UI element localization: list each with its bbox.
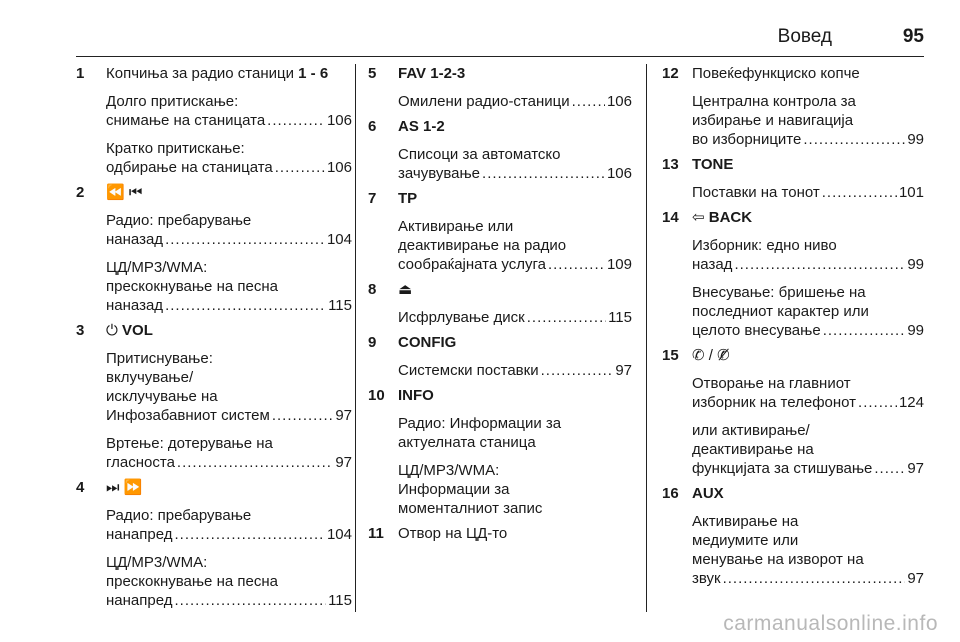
index-text: одбирање на станицата xyxy=(106,159,273,176)
control-entry xyxy=(76,64,352,177)
page-number: 95 xyxy=(902,26,924,47)
entry-description xyxy=(692,374,924,412)
entry-heading xyxy=(398,333,632,352)
control-entry xyxy=(368,524,632,543)
leader-dots xyxy=(858,393,897,412)
page-ref: 115 xyxy=(328,592,352,609)
description-line: Списоци за автоматско xyxy=(398,146,561,163)
description-line: Радио: Информации за xyxy=(398,415,562,432)
column-divider xyxy=(646,64,647,612)
heading-label: CONFIG xyxy=(398,334,457,351)
page-ref: 99 xyxy=(907,256,924,273)
entry-description xyxy=(106,139,352,177)
page-ref: 115 xyxy=(608,309,632,326)
entry-body xyxy=(398,189,632,274)
leader-dots xyxy=(267,111,325,130)
description-line: Централна контрола за xyxy=(692,93,856,110)
control-symbol-icon: ⏏ xyxy=(398,281,413,298)
index-line xyxy=(692,393,924,412)
entry-number: 2 xyxy=(76,184,85,201)
index-text: снимање на станицата xyxy=(106,112,266,129)
control-entry xyxy=(662,346,924,478)
entry-description xyxy=(692,92,924,149)
entry-description xyxy=(692,283,924,340)
heading-label: INFO xyxy=(398,387,434,404)
entry-number: 16 xyxy=(662,485,679,502)
entry-number: 12 xyxy=(662,65,679,82)
leader-dots xyxy=(548,255,605,274)
leader-dots xyxy=(723,569,906,588)
index-text: функцијата за стишување xyxy=(692,460,873,477)
entry-number: 10 xyxy=(368,387,385,404)
index-line xyxy=(692,459,924,478)
entry-description xyxy=(398,217,632,274)
entry-number: 15 xyxy=(662,347,679,364)
control-entry xyxy=(368,189,632,274)
index-line xyxy=(106,230,352,249)
leader-dots xyxy=(823,321,906,340)
entry-heading xyxy=(106,478,352,497)
control-entry xyxy=(662,64,924,149)
leader-dots xyxy=(572,92,605,111)
leader-dots xyxy=(165,296,326,315)
column-divider xyxy=(355,64,356,612)
index-line xyxy=(692,183,924,202)
leader-dots xyxy=(541,361,614,380)
index-line xyxy=(106,406,352,425)
entry-body xyxy=(398,280,632,327)
description-line: избирање и навигација xyxy=(692,112,854,129)
description-line: менување на извoрот на xyxy=(692,551,864,568)
entry-description xyxy=(106,434,352,472)
leader-dots xyxy=(527,308,606,327)
index-text: сообраќајната услуга xyxy=(398,256,546,273)
entry-description xyxy=(398,145,632,183)
page-header xyxy=(76,26,924,57)
description-line: вклучување/ xyxy=(106,369,194,386)
description-line: исклучување на xyxy=(106,388,218,405)
leader-dots xyxy=(822,183,897,202)
description-line: Долго притискање: xyxy=(106,93,239,110)
entry-body xyxy=(692,155,924,202)
index-line xyxy=(106,158,352,177)
entry-description xyxy=(398,92,632,111)
description-line: Изборник: едно ниво xyxy=(692,237,837,254)
entry-heading xyxy=(692,208,924,227)
entry-body xyxy=(398,386,632,518)
entry-description xyxy=(398,308,632,327)
entry-number: 9 xyxy=(368,334,377,351)
entry-description xyxy=(106,92,352,130)
index-line xyxy=(106,296,352,315)
heading-text: Повеќефункциско копче xyxy=(692,65,860,82)
entry-heading xyxy=(692,64,924,83)
index-line xyxy=(398,361,632,380)
index-line xyxy=(692,569,924,588)
index-line xyxy=(692,255,924,274)
index-line xyxy=(692,130,924,149)
control-entry xyxy=(368,386,632,518)
description-line: деактивирање на xyxy=(692,441,814,458)
index-text: нанапред xyxy=(106,526,173,543)
leader-dots xyxy=(482,164,605,183)
index-line xyxy=(398,255,632,274)
entry-heading xyxy=(106,183,352,202)
entry-description xyxy=(692,421,924,478)
page-ref: 99 xyxy=(907,131,924,148)
column-1 xyxy=(76,64,352,612)
entry-body xyxy=(398,524,632,543)
index-text: звук xyxy=(692,570,721,587)
entry-number: 5 xyxy=(368,65,377,82)
index-line xyxy=(398,164,632,183)
index-line xyxy=(398,92,632,111)
heading-text: Отвор на ЦД-то xyxy=(398,525,508,542)
entry-heading xyxy=(398,64,632,83)
index-text: Инфозабавниот систем xyxy=(106,407,270,424)
index-text: целото внесување xyxy=(692,322,821,339)
description-line: прескокнување на песна xyxy=(106,573,278,590)
page-ref: 115 xyxy=(328,297,352,314)
entry-number: 13 xyxy=(662,156,679,173)
entry-description xyxy=(692,236,924,274)
leader-dots xyxy=(174,591,326,610)
description-line: последниот карактер или xyxy=(692,303,869,320)
index-text: Исфрлување диск xyxy=(398,309,525,326)
heading-text: Копчиња за радио станици xyxy=(106,65,299,82)
control-entry xyxy=(76,321,352,472)
entry-number: 14 xyxy=(662,209,679,226)
leader-dots xyxy=(272,406,334,425)
index-text: нанапред xyxy=(106,592,173,609)
description-line: Вртење: дотерување на xyxy=(106,435,273,452)
entry-heading xyxy=(398,280,632,299)
entry-number: 1 xyxy=(76,65,85,82)
control-entry xyxy=(662,208,924,340)
entry-description xyxy=(398,461,632,518)
watermark: carmanualsonline.info xyxy=(723,612,938,635)
page-ref: 106 xyxy=(326,112,352,129)
description-line: Притиснување: xyxy=(106,350,213,367)
entry-number: 8 xyxy=(368,281,377,298)
entry-heading xyxy=(692,346,924,365)
page-title: Вовед xyxy=(777,26,832,47)
control-entry xyxy=(368,64,632,111)
entry-number: 7 xyxy=(368,190,377,207)
entry-body xyxy=(692,346,924,478)
control-entry xyxy=(368,117,632,183)
entry-heading xyxy=(398,189,632,208)
entry-description xyxy=(692,512,924,588)
control-symbol-icon: ⏻ xyxy=(106,322,118,339)
index-text: во изборниците xyxy=(692,131,802,148)
index-line xyxy=(398,308,632,327)
page-ref: 106 xyxy=(606,93,632,110)
leader-dots xyxy=(874,459,905,478)
index-text: наназад xyxy=(106,231,164,248)
entry-body xyxy=(106,321,352,472)
heading-label: TONE xyxy=(692,156,734,173)
description-line: Информации за xyxy=(398,481,510,498)
entry-heading xyxy=(398,117,632,136)
description-line: ЦД/MP3/WMA: xyxy=(398,462,500,479)
entry-body xyxy=(692,64,924,149)
entry-heading xyxy=(692,155,924,174)
description-line: ЦД/MP3/WMA: xyxy=(106,259,208,276)
index-text: гласноста xyxy=(106,454,175,471)
entry-description xyxy=(106,258,352,315)
control-entry xyxy=(662,484,924,588)
entry-body xyxy=(106,478,352,610)
leader-dots xyxy=(165,230,325,249)
index-text: наназад xyxy=(106,297,164,314)
page-ref: 104 xyxy=(326,526,352,543)
entry-number: 11 xyxy=(368,525,384,542)
index-line xyxy=(106,525,352,544)
description-line: Радио: пребарување xyxy=(106,212,252,229)
control-entry xyxy=(368,333,632,380)
entry-number: 6 xyxy=(368,118,377,135)
page-ref: 97 xyxy=(907,460,924,477)
entry-description xyxy=(106,506,352,544)
description-line: Активирање или xyxy=(398,218,514,235)
page-ref: 104 xyxy=(326,231,352,248)
control-symbol-icon: ⇦ xyxy=(692,209,705,226)
description-line: Активирање на xyxy=(692,513,799,530)
entry-heading xyxy=(106,321,352,340)
control-entry xyxy=(662,155,924,202)
leader-dots xyxy=(174,525,324,544)
heading-label: 1 - 6 xyxy=(298,65,329,82)
entry-body xyxy=(692,208,924,340)
heading-label: FAV 1-2-3 xyxy=(398,65,466,82)
index-line xyxy=(106,111,352,130)
entry-heading xyxy=(106,64,352,83)
description-line: Отворање на главниот xyxy=(692,375,851,392)
entry-description xyxy=(398,361,632,380)
entry-body xyxy=(398,117,632,183)
description-line: Радио: пребарување xyxy=(106,507,252,524)
page-ref: 101 xyxy=(898,184,924,201)
index-line xyxy=(106,453,352,472)
control-symbol-icon: ✆ / ✆̸ xyxy=(692,347,730,364)
page-ref: 99 xyxy=(907,322,924,339)
leader-dots xyxy=(734,255,905,274)
index-text: Поставки на тонот xyxy=(692,184,820,201)
index-text: Омилени радио-станици xyxy=(398,93,570,110)
entry-body xyxy=(398,64,632,111)
description-line: Кратко притискање: xyxy=(106,140,245,157)
entry-body xyxy=(692,484,924,588)
heading-label: AUX xyxy=(692,485,724,502)
entry-heading xyxy=(692,484,924,503)
column-3 xyxy=(662,64,924,612)
index-line xyxy=(106,591,352,610)
entry-description xyxy=(106,553,352,610)
leader-dots xyxy=(803,130,905,149)
heading-label: VOL xyxy=(122,322,153,339)
entry-description xyxy=(692,183,924,202)
description-line: ЦД/MP3/WMA: xyxy=(106,554,208,571)
description-line: или активирање/ xyxy=(692,422,810,439)
control-entry xyxy=(76,183,352,315)
index-text: Системски поставки xyxy=(398,362,539,379)
description-line: прескокнување на песна xyxy=(106,278,278,295)
page-ref: 109 xyxy=(606,256,632,273)
column-2 xyxy=(368,64,632,612)
entry-body xyxy=(106,183,352,315)
page-ref: 97 xyxy=(907,570,924,587)
entry-number: 4 xyxy=(76,479,85,496)
index-text: изборник на телефонот xyxy=(692,394,857,411)
control-entry xyxy=(368,280,632,327)
page-ref: 97 xyxy=(615,362,632,379)
description-line: деактивирање на радио xyxy=(398,237,567,254)
heading-label: BACK xyxy=(708,209,753,226)
heading-label: TP xyxy=(398,190,418,207)
index-text: зачувување xyxy=(398,165,481,182)
page-ref: 97 xyxy=(335,407,352,424)
page-ref: 124 xyxy=(898,394,924,411)
control-entry xyxy=(76,478,352,610)
leader-dots xyxy=(177,453,333,472)
page-ref: 106 xyxy=(606,165,632,182)
leader-dots xyxy=(275,158,325,177)
index-line xyxy=(692,321,924,340)
entry-heading xyxy=(398,524,632,543)
page-ref: 106 xyxy=(326,159,352,176)
entry-description xyxy=(106,349,352,425)
control-symbol-icon: ⏭ ⏩ xyxy=(106,479,143,496)
description-line: актуелната станица xyxy=(398,434,536,451)
description-line: моменталниот запис xyxy=(398,500,543,517)
entry-description xyxy=(398,414,632,452)
heading-label: AS 1-2 xyxy=(398,118,445,135)
index-text: назад xyxy=(692,256,733,273)
description-line: Внесување: бришење на xyxy=(692,284,866,301)
entry-description xyxy=(106,211,352,249)
description-line: медиумите или xyxy=(692,532,799,549)
control-symbol-icon: ⏪ ⏮ xyxy=(106,184,143,201)
page-ref: 97 xyxy=(335,454,352,471)
entry-body xyxy=(398,333,632,380)
entry-body xyxy=(106,64,352,177)
entry-heading xyxy=(398,386,632,405)
entry-number: 3 xyxy=(76,322,85,339)
